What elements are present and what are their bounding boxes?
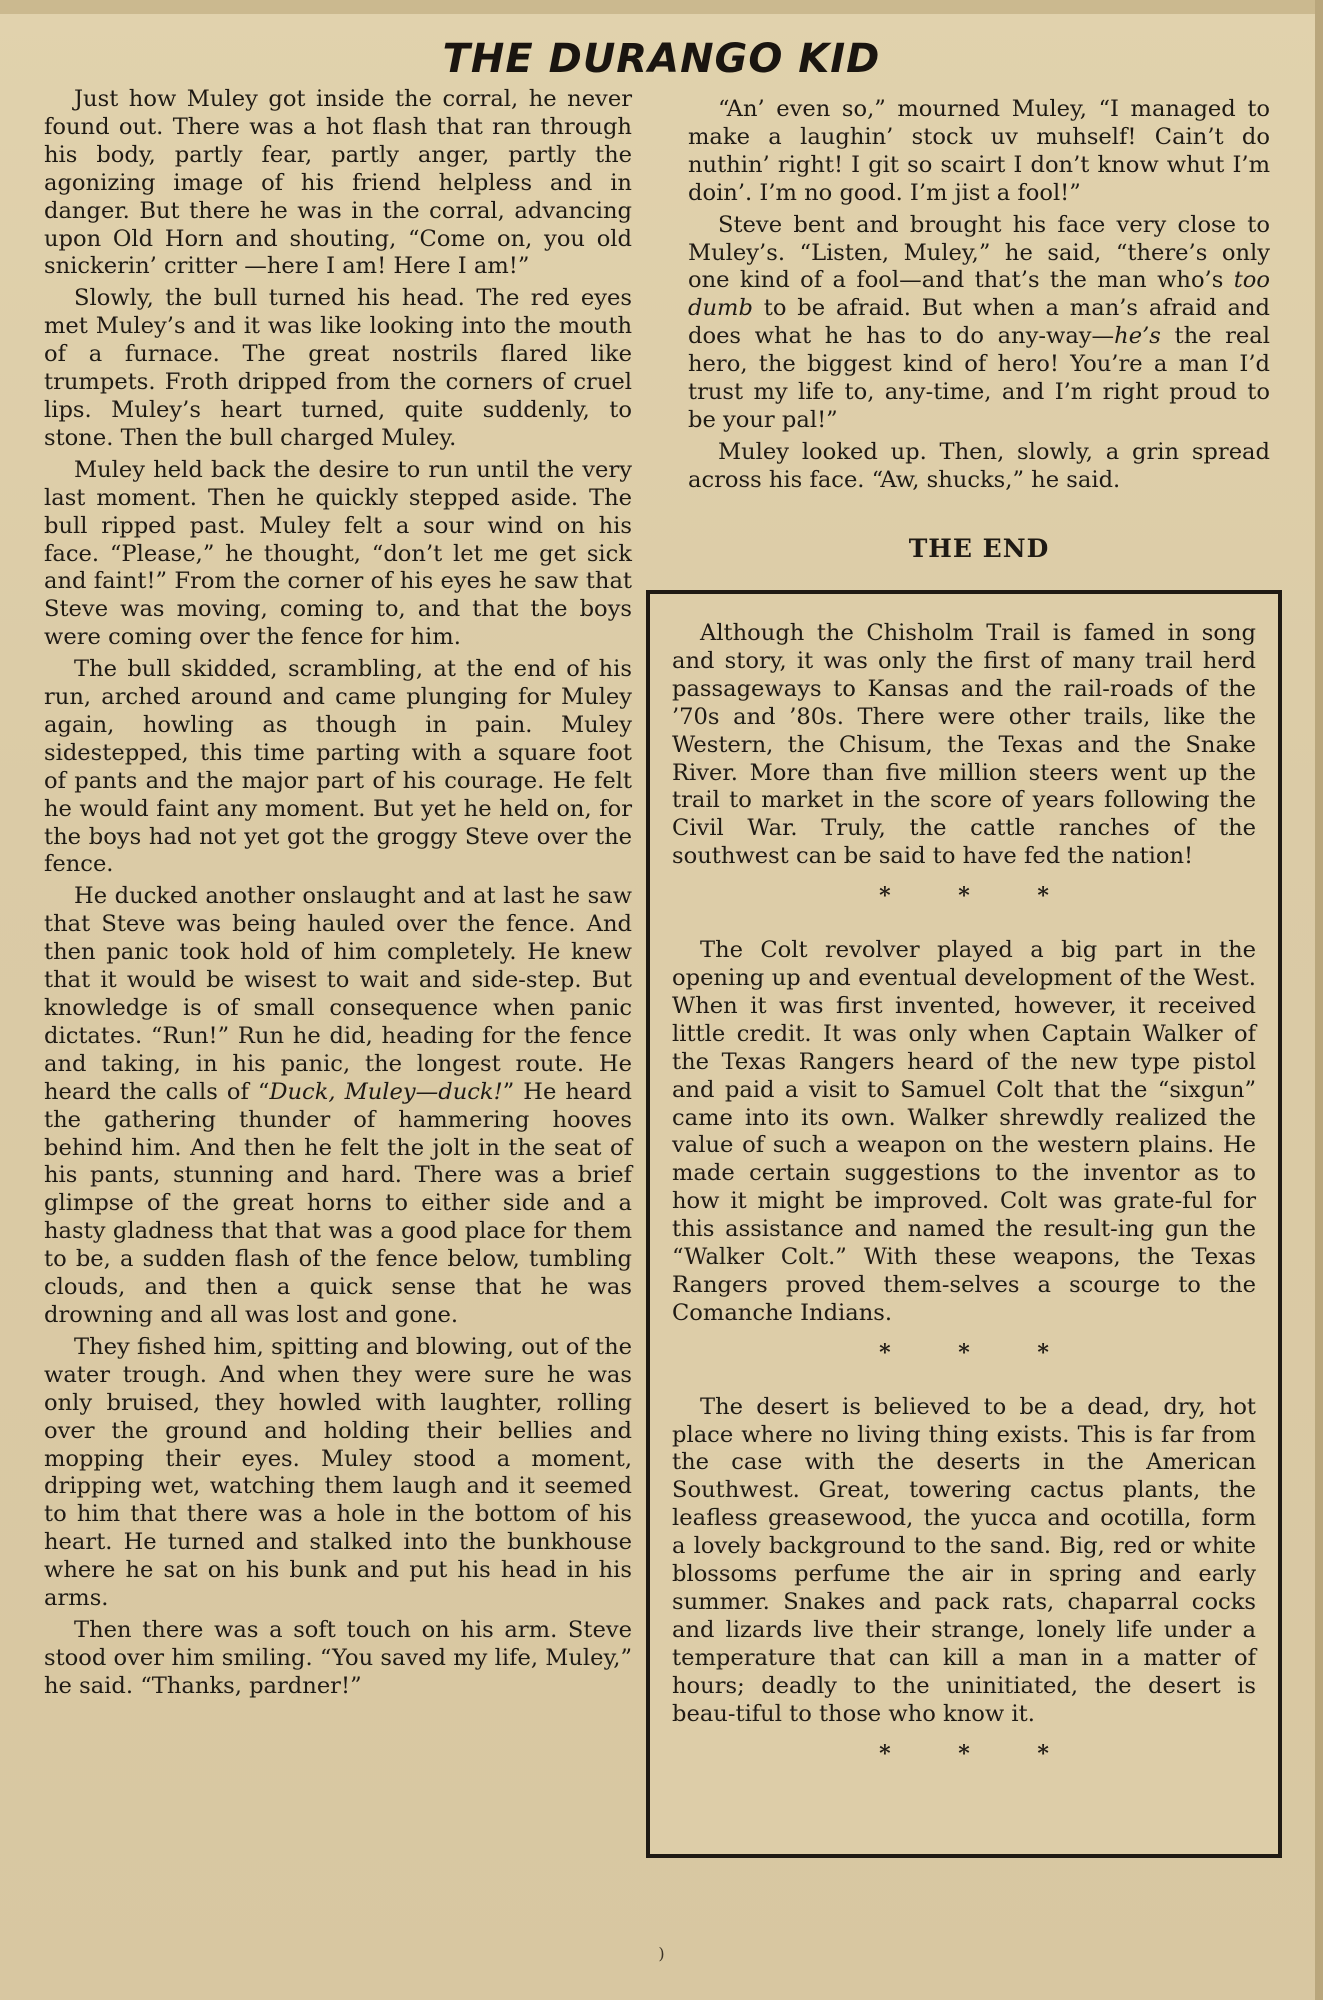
page-title: THE DURANGO KID	[442, 36, 881, 82]
story-emphasis: Duck, Muley—duck!	[269, 1078, 503, 1105]
story-paragraph: “An’ even so,” mourned Muley, “I managed to make a laughin’ stock uv muhself! Cain’t do nuthin’ right! I git so scairt I don’t know whut I’m doin’. I’m no good. I’m jist a fool!”	[688, 96, 1270, 206]
story-text: the real hero, the biggest kind of hero! You’re a man I’d trust my life to, any-time, and I’m right proud to be your pal!”	[688, 323, 1270, 433]
story-paragraph	[44, 883, 632, 1330]
western-facts-box	[646, 590, 1282, 1858]
story-text: Steve bent and brought his face very close to Muley’s. “Listen, Muley,” he said, “there’s only one kind of a fool—and that’s the man who’s	[688, 211, 1270, 294]
star-separator: * * *	[879, 1740, 1079, 1767]
star-separator: * * *	[879, 883, 1079, 910]
story-paragraph: Then there was a soft touch on his arm. Steve stood over him smiling. “You saved my life, Muley,” he said. “Thanks, pardner!”	[44, 1616, 632, 1699]
story-paragraph: Just how Muley got inside the corral, he never found out. There was a hot flash that ran through his body, partly fear, partly anger, partly the agonizing image of his friend helpless and in danger. But there he was in the corral, advancing upon Old Horn and shouting, “Come on, you old snickerin’ critter —here I am! Here I am!”	[44, 86, 632, 280]
story-text: He ducked another onslaught and at last he saw that Steve was being hauled over the fence. And then panic took hold of him completely. He knew that it would be wisest to wait and side-step. But knowledge is of small consequence when panic dictates. “Run!” Run he did, heading for the fence and taking, in his panic, the longest route. He heard the calls of “	[44, 883, 632, 1105]
story-left-column	[44, 86, 632, 1705]
fact-paragraph: The Colt revolver played a big part in the opening up and eventual development of the West. When it was first invented, however, it received little credit. It was only when Captain Walker of the Texas Rangers heard of the new type pistol and paid a visit to Samuel Colt that the “sixgun” came into its own. Walker shrewdly realized the value of such a weapon on the western plains. He made certain suggestions to the inventor as to how it might be improved. Colt was grate-ful for this assistance and named the result-ing gun the “Walker Colt.” With these weapons, the Texas Rangers proved them-selves a scourge to the Comanche Indians.	[672, 937, 1256, 1326]
page-top-edge	[0, 0, 1323, 14]
page-footer-mark: )	[658, 1944, 665, 1963]
story-paragraph: Muley held back the desire to run until the very last moment. Then he quickly stepped aside. The bull ripped past. Muley felt a sour wind on his face. “Please,” he thought, “don’t let me get sick and faint!” From the corner of his eyes he saw that Steve was moving, coming to, and that the boys were coming over the fence for him.	[44, 456, 632, 651]
fact-paragraph: The desert is believed to be a dead, dry, hot place where no living thing exists. This is far from the case with the deserts in the American Southwest. Great, towering cactus plants, the leafless greasewood, the yucca and ocotilla, form a lovely background to the sand. Big, red or white blossoms perfume the air in spring and early summer. Snakes and pack rats, chaparral cocks and lizards live their strange, lonely life under a temperature that can kill a man in a matter of hours; deadly to the uninitiated, the desert is beau-tiful to those who know it.	[672, 1393, 1256, 1727]
story-paragraph: Muley looked up. Then, slowly, a grin spread across his face. “Aw, shucks,” he said.	[688, 438, 1270, 493]
story-paragraph: Slowly, the bull turned his head. The red eyes met Muley’s and it was like looking into the mouth of a furnace. The great nostrils flared like trumpets. Froth dripped from the corners of cruel lips. Muley’s heart turned, quite suddenly, to stone. Then the bull charged Muley.	[44, 285, 632, 451]
the-end-heading: THE END	[908, 534, 1050, 563]
story-text: ” He heard the gathering thunder of hammering hooves behind him. And then he felt the jolt in the seat of his pants, stunning and hard. There was a brief glimpse of the great horns to either side and a hasty gladness that that was a good place for them to be, a sudden flash of the fence below, tumbling clouds, and then a quick sense that he was drowning and all was lost and gone.	[44, 1078, 632, 1328]
page-right-edge	[1315, 0, 1323, 2000]
facts-content	[672, 620, 1256, 1794]
story-text: to be afraid. But when a man’s afraid and does what he has to do any-way—	[688, 295, 1270, 350]
story-right-column	[688, 96, 1270, 499]
story-paragraph	[688, 212, 1270, 435]
fact-paragraph: Although the Chisholm Trail is famed in song and story, it was only the first of many trail herd passageways to Kansas and the rail-roads of the ’70s and ’80s. There were other trails, like the Western, the Chisum, the Texas and the Snake River. More than five million steers went up the trail to market in the score of years following the Civil War. Truly, the cattle ranches of the southwest can be said to have fed the nation!	[672, 620, 1256, 870]
story-paragraph: They fished him, spitting and blowing, out of the water trough. And when they were sure he was only bruised, they howled with laughter, rolling over the ground and holding their bellies and mopping their eyes. Muley stood a moment, dripping wet, watching them laugh and it seemed to him that there was a hole in the bottom of his heart. He turned and stalked into the bunkhouse where he sat on his bunk and put his head in his arms.	[44, 1333, 632, 1612]
story-paragraph: The bull skidded, scrambling, at the end of his run, arched around and came plunging for Muley again, howling as though in pain. Muley sidestepped, this time parting with a square foot of pants and the major part of his courage. He felt he would faint any moment. But yet he held on, for the boys had not yet got the groggy Steve over the fence.	[44, 656, 632, 878]
star-separator: * * *	[879, 1339, 1079, 1366]
story-emphasis: he’s	[1114, 323, 1161, 350]
story-emphasis: too dumb	[688, 267, 1270, 322]
